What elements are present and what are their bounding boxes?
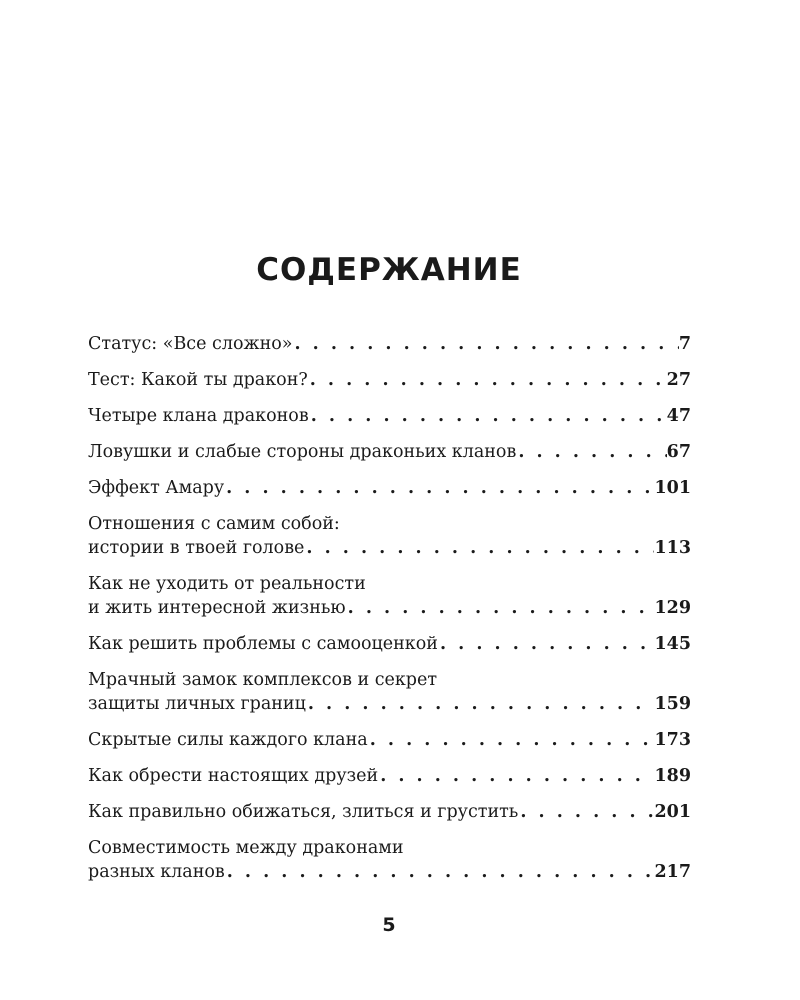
page-number: 5 (382, 914, 396, 936)
dot-leader (346, 596, 655, 620)
toc-entry-title-line: Как не уходить от реальности (88, 574, 366, 594)
toc-entry-page: 189 (654, 766, 691, 786)
toc-entry-title: Статус: «Все сложно» (88, 334, 293, 354)
toc-entry (88, 332, 691, 356)
dot-leader (516, 440, 666, 464)
dot-leader (225, 860, 655, 884)
toc-entry (88, 512, 691, 560)
toc-entry (88, 632, 691, 656)
toc-entry-title-line: Отношения с самим собой: (88, 514, 340, 534)
toc-entry-title: Как обрести настоящих друзей (88, 766, 379, 786)
toc-entry (88, 728, 691, 752)
toc-entry-page: 47 (666, 406, 691, 426)
toc-entry-title: Как решить проблемы с самооценкой (88, 634, 438, 654)
toc-entry-title-line: Совместимость между драконами (88, 838, 404, 858)
toc-entry (88, 572, 691, 620)
toc-entry-page: 7 (678, 334, 691, 354)
toc-entry-page: 173 (654, 730, 691, 750)
toc-entry-title: Тест: Какой ты дракон? (88, 370, 308, 390)
toc-entry-title: Ловушки и слабые стороны драконьих кланов (88, 442, 517, 462)
toc-entry-page: 67 (666, 442, 691, 462)
page-title: СОДЕРЖАНИЕ (256, 252, 522, 288)
dot-leader (293, 332, 679, 356)
toc-entry-page: 27 (666, 370, 691, 390)
toc-entry-title: Эффект Амару (88, 478, 225, 498)
dot-leader (518, 800, 654, 824)
toc-entry-title-line: Мрачный замок комплексов и секрет (88, 670, 438, 690)
dot-leader (304, 536, 654, 560)
toc-entry-title: разных кланов (88, 862, 225, 882)
dot-leader (309, 404, 667, 428)
toc-entry (88, 368, 691, 392)
toc-entry (88, 800, 691, 824)
dot-leader (306, 692, 655, 716)
dot-leader (368, 728, 655, 752)
toc-entry-page: 145 (654, 634, 691, 654)
toc-entry-page: 101 (654, 478, 691, 498)
toc-entry-title: Четыре клана драконов (88, 406, 309, 426)
toc-entry (88, 668, 691, 716)
toc-entry (88, 764, 691, 788)
dot-leader (224, 476, 654, 500)
toc-entry (88, 404, 691, 428)
toc-entry-page: 129 (654, 598, 691, 618)
toc-entry-page: 159 (654, 694, 691, 714)
table-of-contents (88, 332, 691, 896)
toc-entry-page: 201 (654, 802, 691, 822)
toc-entry (88, 440, 691, 464)
dot-leader (308, 368, 667, 392)
toc-entry (88, 836, 691, 884)
dot-leader (438, 632, 655, 656)
toc-entry (88, 476, 691, 500)
toc-entry-title: Как правильно обижаться, злиться и грустить (88, 802, 519, 822)
toc-entry-title: защиты личных границ (88, 694, 306, 714)
dot-leader (378, 764, 654, 788)
toc-entry-page: 217 (654, 862, 691, 882)
toc-entry-page: 113 (654, 538, 691, 558)
toc-entry-title: истории в твоей голове (88, 538, 305, 558)
toc-entry-title: Скрытые силы каждого клана (88, 730, 368, 750)
toc-entry-title: и жить интересной жизнью (88, 598, 346, 618)
